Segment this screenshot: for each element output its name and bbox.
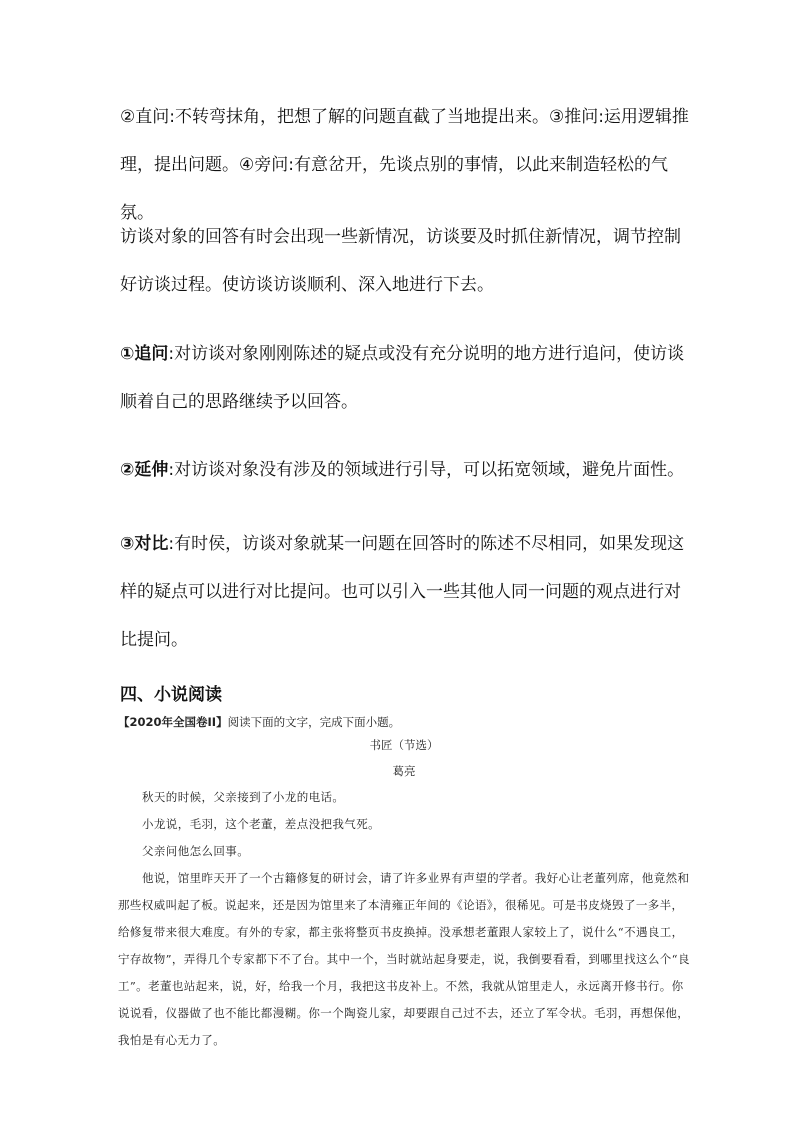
excerpt-source-line	[118, 712, 690, 732]
paragraph-extension	[120, 446, 690, 494]
label-contrast: ③对比	[120, 534, 169, 554]
excerpt-source: 【2020年全国卷II】	[118, 715, 228, 729]
excerpt-paragraph: 他说，馆里昨天开了一个古籍修复的研讨会，请了许多业界有声望的学者。我好心让老董列席，他竟然和那些权威叫起了板。说起来，还是因为馆里来了本清雍正年间的《论语》，很稀见。可是书皮烧毁了一多半，给修复带来很大难度。有外的专家，都主张将整页书皮换掉。没承想老董跟人家较上了，说什么“不遇良工，宁存故物”，弄得几个专家都下不了台。其中一个，当时就站起身要走，说，我倒要看看，到哪里找这么个“良工”。老董也站起来，说，好，给我一个月，我把这书皮补上。不然，我就从馆里走人，永远离开修书行。你说说看，仪器做了也不能比都漫糊。你一个陶瓷儿家，却要跟自己过不去，还立了军令状。毛羽，再想保他，我怕是有心无力了。	[118, 871, 690, 1047]
excerpt-scan	[118, 712, 690, 1054]
excerpt-paragraph: 秋天的时候，父亲接到了小龙的电话。	[142, 790, 345, 804]
excerpt-author: 葛亮	[392, 764, 416, 778]
excerpt-paragraph: 父亲问他怎么回事。	[142, 844, 250, 858]
text-follow-up: :对访谈对象刚刚陈述的疑点或没有充分说明的地方进行追问，使访谈顺着自己的思路继续予以回答。	[120, 344, 685, 412]
paragraph-contrast	[120, 520, 690, 664]
paragraph-follow-up	[120, 330, 690, 426]
label-follow-up: ①追问	[120, 344, 169, 364]
text-extension: :对访谈对象没有涉及的领域进行引导，可以拓宽领域，避免片面性。	[168, 460, 685, 480]
section-heading: 四、小说阅读	[120, 685, 222, 705]
paragraph-question-types: ②直问:不转弯抹角，把想了解的问题直截了当地提出来。③推问:运用逻辑推理，提出问题。④旁问:有意岔开，先谈点别的事情，以此来制造轻松的气氛。	[120, 107, 689, 223]
excerpt-instruction: 阅读下面的文字，完成下面小题。	[227, 715, 401, 729]
excerpt-title: 书匠（节选）	[369, 738, 439, 752]
excerpt-paragraph: 小龙说，毛羽，这个老董，差点没把我气死。	[142, 817, 380, 831]
text-contrast: :有时侯，访谈对象就某一问题在回答时的陈述不尽相同，如果发现这样的疑点可以进行对比提问。也可以引入一些其他人同一问题的观点进行对比提问。	[120, 534, 685, 650]
paragraph-new-situations: 访谈对象的回答有时会出现一些新情况，访谈要及时抓住新情况，调节控制好访谈过程。使访谈访谈顺利、深入地进行下去。	[120, 227, 681, 295]
label-extension: ②延伸	[120, 460, 169, 480]
